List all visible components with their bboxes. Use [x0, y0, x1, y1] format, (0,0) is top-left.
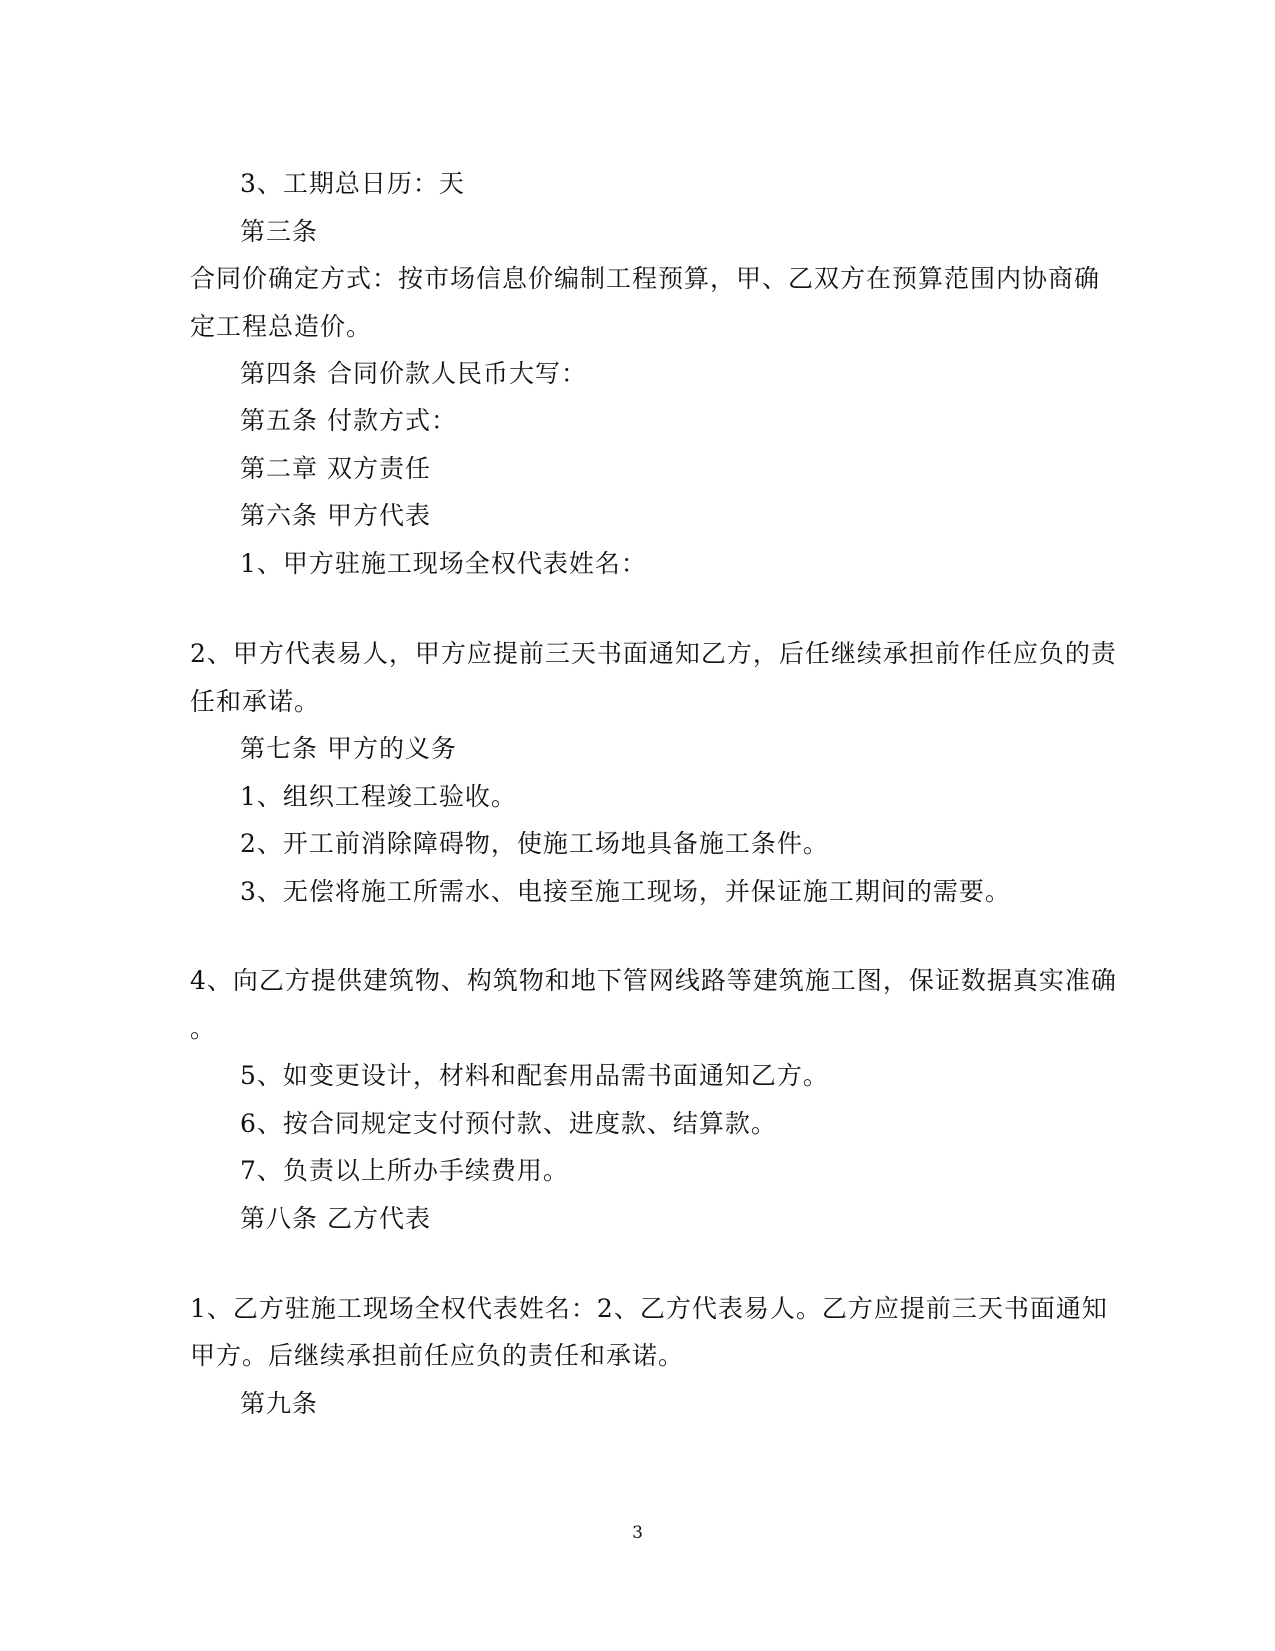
text-line-price-method: 合同价确定方式：按市场信息价编制工程预算，甲、乙双方在预算范围内协商确 — [190, 264, 1101, 293]
text-line-party-a-rep: 1、甲方驻施工现场全权代表姓名： — [240, 549, 647, 578]
text-line-party-a-change-cont: 任和承诺。 — [190, 687, 321, 716]
text-line-party-a-change: 2、甲方代表易人，甲方应提前三天书面通知乙方，后任继续承担前作任应负的责 — [190, 639, 1117, 668]
text-line-article-8: 第八条 乙方代表 — [240, 1204, 431, 1233]
text-line-article-7: 第七条 甲方的义务 — [240, 734, 457, 763]
text-line-article-4: 第四条 合同价款人民币大写： — [240, 359, 587, 388]
text-line-duration: 3、工期总日历：天 — [240, 169, 465, 198]
text-line-duty-1: 1、组织工程竣工验收。 — [240, 782, 517, 811]
text-line-duty-6: 6、按合同规定支付预付款、进度款、结算款。 — [240, 1109, 777, 1138]
text-line-duty-4-cont: 。 — [190, 1014, 217, 1043]
text-line-article-5: 第五条 付款方式： — [240, 406, 457, 435]
text-line-chapter-2: 第二章 双方责任 — [240, 454, 431, 483]
text-line-article-9: 第九条 — [240, 1389, 319, 1418]
text-line-article-6: 第六条 甲方代表 — [240, 501, 431, 530]
text-line-duty-7: 7、负责以上所办手续费用。 — [240, 1156, 569, 1185]
text-line-duty-4: 4、向乙方提供建筑物、构筑物和地下管网线路等建筑施工图，保证数据真实准确 — [190, 966, 1117, 995]
page-number: 3 — [632, 1523, 643, 1543]
text-line-price-method-cont: 定工程总造价。 — [190, 312, 373, 341]
text-line-duty-5: 5、如变更设计，材料和配套用品需书面通知乙方。 — [240, 1061, 829, 1090]
text-line-party-b-rep: 1、乙方驻施工现场全权代表姓名：2、乙方代表易人。乙方应提前三天书面通知 — [190, 1294, 1108, 1323]
text-line-article-3: 第三条 — [240, 217, 319, 246]
text-line-duty-2: 2、开工前消除障碍物，使施工场地具备施工条件。 — [240, 829, 829, 858]
text-line-party-b-rep-cont: 甲方。后继续承担前任应负的责任和承诺。 — [190, 1341, 685, 1370]
text-line-duty-3: 3、无偿将施工所需水、电接至施工现场，并保证施工期间的需要。 — [240, 877, 1011, 906]
